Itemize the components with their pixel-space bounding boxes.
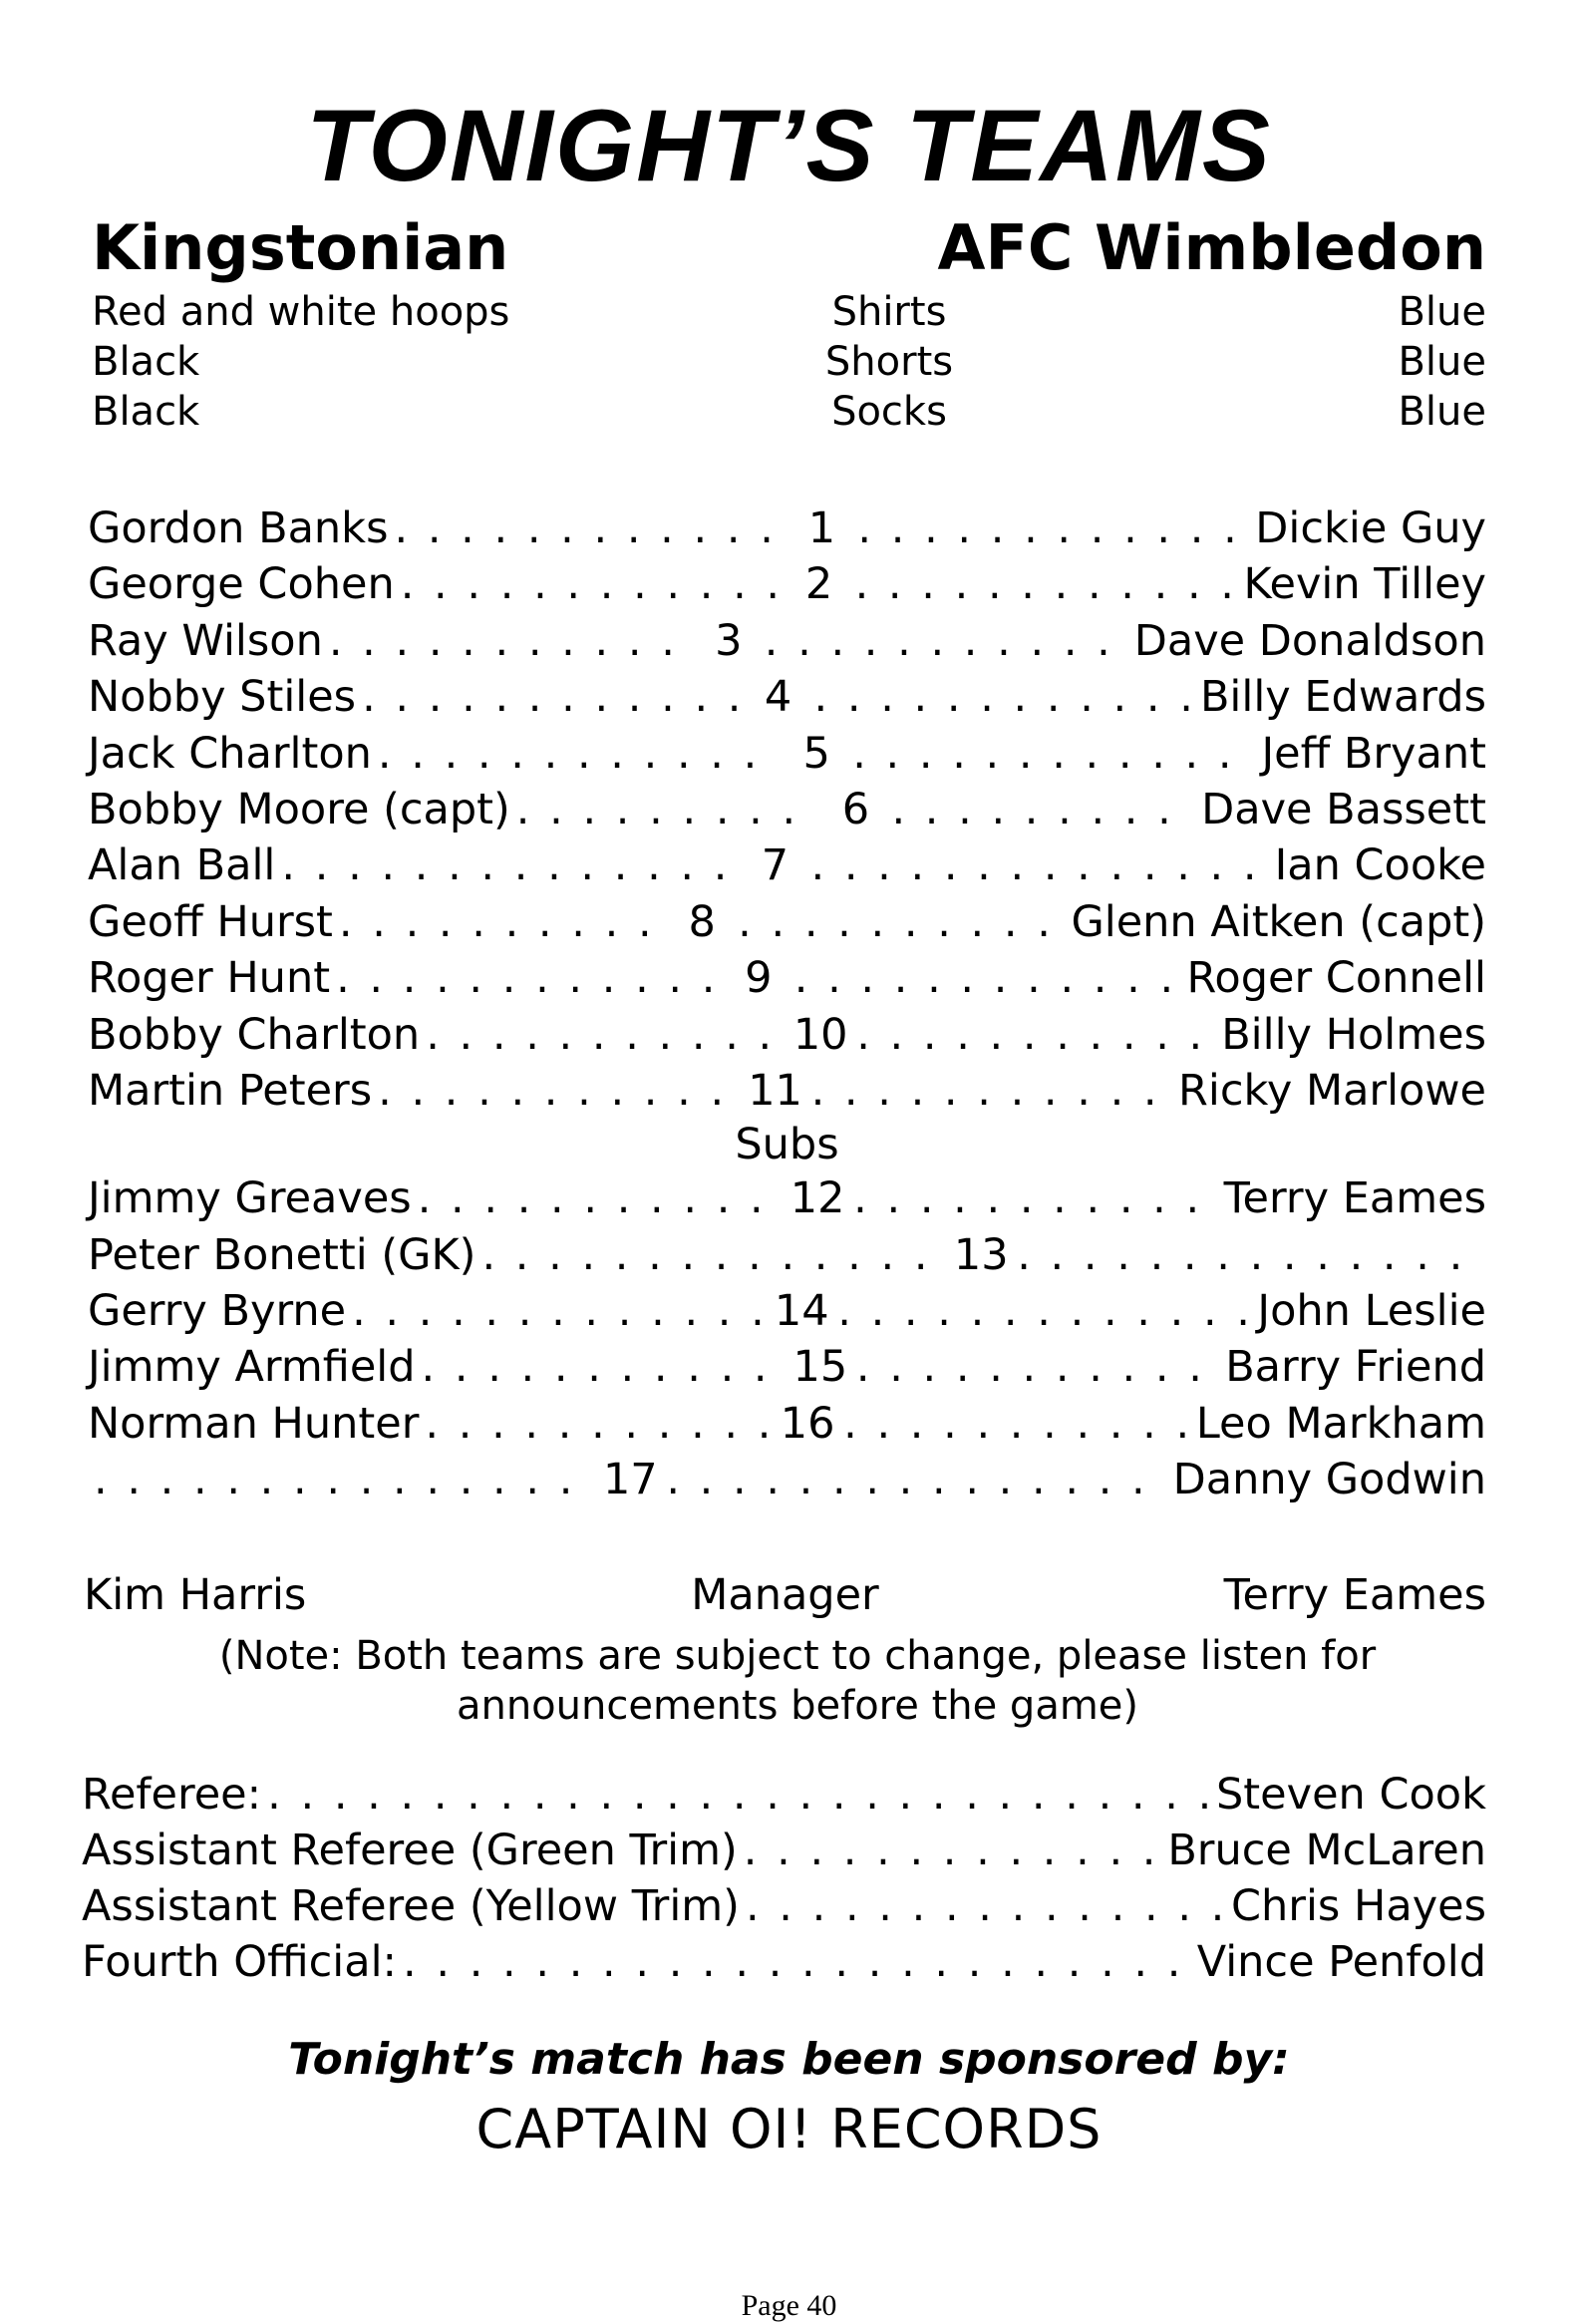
away-player: Dickie Guy [1255,503,1486,553]
player-row [88,613,1486,669]
home-sub: Jimmy Armfield [88,1342,416,1393]
leader-dots [843,1396,1190,1452]
official-name: Bruce McLaren [1167,1826,1486,1875]
official-role: Assistant Referee (Yellow Trim) [82,1881,740,1931]
home-sub: Jimmy Greaves [88,1173,412,1224]
note-line: (Note: Both teams are subject to change, please listen for [218,1633,1377,1679]
leader-dots [891,782,1195,837]
leader-dots [336,950,723,1006]
page-title: TONIGHT’S TEAMS [306,89,1272,202]
leader-dots [401,556,784,612]
away-sub: Barry Friend [1225,1342,1486,1393]
official-name: Chris Hayes [1231,1881,1486,1931]
player-row [88,1007,1486,1063]
shirt-number: 13 [953,1229,1009,1280]
shirt-number: 12 [789,1173,845,1224]
home-player: Bobby Charlton [88,1009,421,1060]
shirt-number: 9 [745,953,773,1004]
official-role: Referee: [82,1770,262,1820]
home-player: Geoff Hurst [88,896,333,947]
away-sub: John Leslie [1257,1286,1486,1337]
shirt-number: 5 [802,728,830,779]
leader-dots [810,837,1268,893]
shirt-number: 7 [761,840,789,891]
leader-dots [267,1767,1210,1823]
leader-dots [765,613,1128,669]
leader-dots [94,1452,594,1507]
official-row [82,1767,1486,1823]
leader-dots [811,1063,1172,1119]
home-sub: Norman Hunter [88,1398,420,1449]
sub-row [88,1227,1486,1283]
leader-dots [853,1170,1217,1226]
away-player: Billy Holmes [1221,1009,1486,1060]
leader-dots [352,1283,766,1339]
leader-dots [852,726,1255,782]
kit-item-label: Socks [831,389,947,435]
leader-dots [329,613,693,669]
away-manager: Terry Eames [1223,1570,1486,1620]
leader-dots [516,782,820,837]
officials-list [82,1767,1486,1990]
kit-item-label: Shorts [824,339,954,385]
official-name: Steven Cook [1216,1770,1486,1820]
away-team-name: AFC Wimbledon [937,211,1486,284]
leader-dots [418,1170,782,1226]
leader-dots [814,669,1194,725]
leader-dots [856,1007,1215,1063]
sponsor-heading: Tonight’s match has been sponsored by: [288,2034,1290,2085]
home-sub: Peter Bonetti (GK) [88,1229,476,1280]
leader-dots [403,1934,1191,1990]
home-team-name: Kingstonian [92,211,509,284]
away-player: Roger Connell [1186,953,1486,1004]
official-role: Assistant Referee (Green Trim) [82,1826,738,1875]
shirt-number: 2 [804,559,833,610]
player-row [88,1063,1486,1119]
home-player: Bobby Moore (capt) [88,784,510,834]
home-player: Roger Hunt [88,953,331,1004]
official-role: Fourth Official: [82,1937,398,1987]
player-row [88,894,1486,950]
shirt-number: 16 [780,1398,835,1449]
leader-dots [394,500,786,556]
shirt-number: 4 [764,672,792,723]
away-player: Dave Donaldson [1133,615,1486,666]
leader-dots [738,894,1065,950]
player-row [88,669,1486,725]
shirt-number: 15 [792,1342,848,1393]
home-player: Ray Wilson [88,615,323,666]
official-name: Vince Penfold [1196,1937,1486,1987]
sub-row [88,1452,1486,1507]
home-manager: Kim Harris [84,1570,307,1620]
kit-row [92,387,1486,437]
sub-row [88,1170,1486,1226]
away-kit-socks: Blue [1398,389,1486,435]
away-kit-shorts: Blue [1398,339,1486,385]
home-kit-shirts: Red and white hoops [92,289,510,335]
leader-dots [856,1339,1219,1395]
kit-row [92,337,1486,387]
leader-dots [1017,1227,1480,1283]
manager-label: Manager [691,1570,879,1620]
home-player: Martin Peters [88,1065,373,1116]
leader-dots [746,1878,1225,1934]
player-row [88,556,1486,612]
leader-dots [794,950,1181,1006]
shirt-number: 6 [841,784,870,834]
leader-dots [378,726,781,782]
home-player: Nobby Stiles [88,672,357,723]
manager-row [84,1565,1486,1625]
leader-dots [362,669,742,725]
shirt-number: 14 [774,1286,829,1337]
leader-dots [281,837,739,893]
home-player: Alan Ball [88,840,276,891]
leader-dots [744,1823,1162,1878]
away-player: Ricky Marlowe [1178,1065,1486,1116]
away-player: Glenn Aitken (capt) [1071,896,1486,947]
home-player: George Cohen [88,559,395,610]
away-sub: Danny Godwin [1172,1455,1486,1505]
leader-dots [425,1396,772,1452]
shirt-number: 17 [602,1455,658,1505]
leader-dots [857,500,1249,556]
official-row [82,1823,1486,1878]
away-sub: Leo Markham [1195,1398,1486,1449]
shirt-number: 3 [715,615,743,666]
page-number: Page 40 [741,2289,837,2322]
away-player: Jeff Bryant [1261,728,1486,779]
leader-dots [422,1339,785,1395]
away-kit-shirts: Blue [1398,289,1486,335]
leader-dots [837,1283,1251,1339]
away-player: Kevin Tilley [1243,559,1486,610]
leader-dots [666,1452,1166,1507]
lineup-table [88,500,1486,1508]
kit-table [92,287,1486,437]
shirt-number: 11 [748,1065,802,1116]
home-kit-socks: Black [92,389,200,435]
player-row [88,837,1486,893]
leader-dots [855,556,1238,612]
sub-row [88,1283,1486,1339]
official-row [82,1878,1486,1934]
home-player: Jack Charlton [88,728,372,779]
sponsor-name: CAPTAIN OI! RECORDS [475,2098,1103,2160]
player-row [88,782,1486,837]
shirt-number: 1 [807,503,836,553]
leader-dots [426,1007,785,1063]
sub-row [88,1339,1486,1395]
player-row [88,726,1486,782]
leader-dots [339,894,666,950]
home-kit-shorts: Black [92,339,200,385]
official-row [82,1934,1486,1990]
away-player: Dave Bassett [1201,784,1486,834]
kit-item-label: Shirts [831,289,947,335]
shirt-number: 10 [792,1009,848,1060]
home-sub: Gerry Byrne [88,1286,347,1337]
team-change-note [159,1631,1435,1731]
shirt-number: 8 [688,896,716,947]
player-row [88,500,1486,556]
home-player: Gordon Banks [88,503,389,553]
away-sub: Terry Eames [1223,1173,1486,1224]
kit-row [92,287,1486,337]
player-row [88,950,1486,1006]
leader-dots [378,1063,739,1119]
sub-row [88,1396,1486,1452]
away-player: Ian Cooke [1274,840,1486,891]
leader-dots [481,1227,945,1283]
note-line: announcements before the game) [456,1683,1139,1729]
subs-heading: Subs [735,1120,839,1170]
away-player: Billy Edwards [1199,672,1486,723]
